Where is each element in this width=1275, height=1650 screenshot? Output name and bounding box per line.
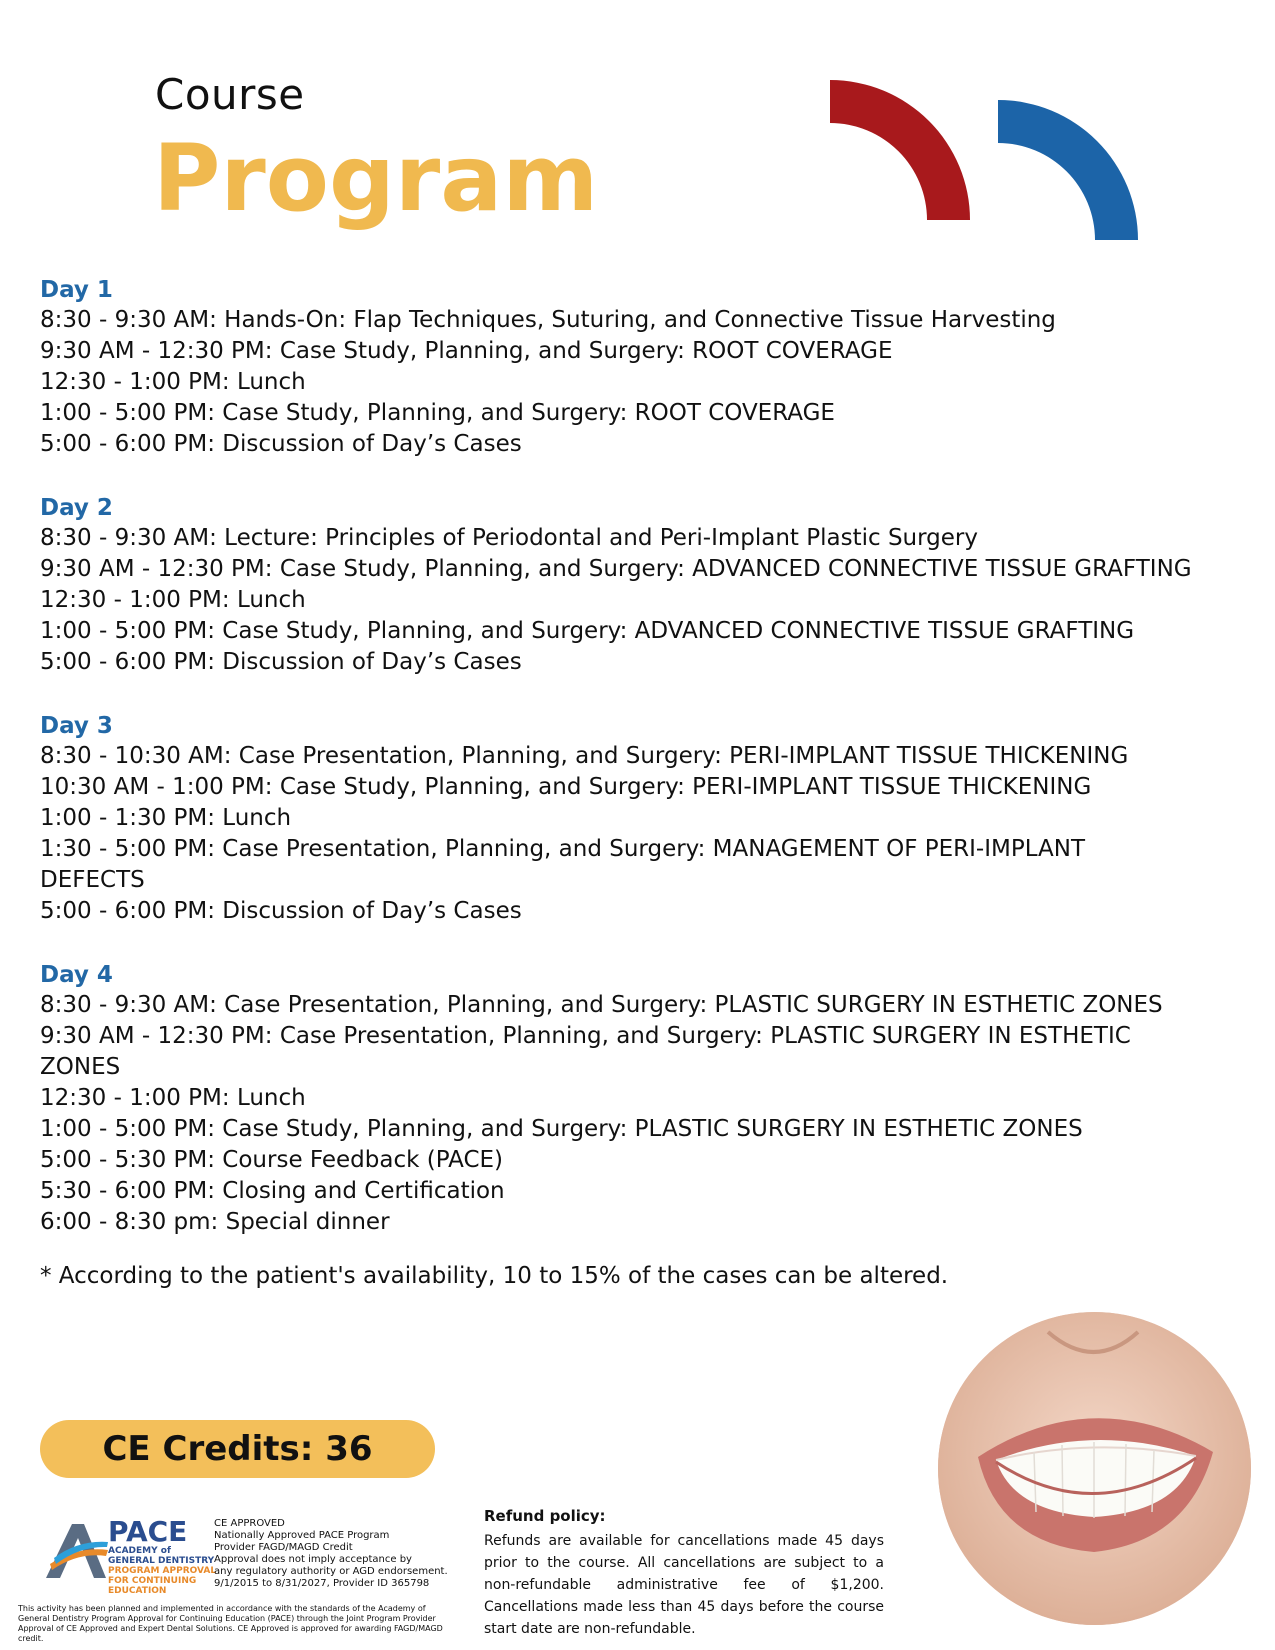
pace-sub-line: ACADEMY of [108, 1546, 171, 1556]
day-title: Day 2 [40, 495, 113, 521]
pace-details [214, 1518, 454, 1590]
schedule-line: 1:00 - 5:00 PM: Case Study, Planning, and Surgery: ADVANCED CONNECTIVE TISSUE GRAFTING [40, 618, 1135, 644]
pace-detail-line: any regulatory authority or AGD endorsement. [214, 1566, 448, 1577]
pace-detail-line: Provider FAGD/MAGD Credit [214, 1542, 353, 1553]
schedule-line: 5:30 - 6:00 PM: Closing and Certification [40, 1178, 505, 1204]
blue-arc [998, 100, 1138, 240]
schedule-line: 9:30 AM - 12:30 PM: Case Study, Planning, and Surgery: ROOT COVERAGE [40, 338, 893, 364]
schedule-line: 9:30 AM - 12:30 PM: Case Study, Planning, and Surgery: ADVANCED CONNECTIVE TISSUE GRAFTING [40, 556, 1192, 582]
schedule-line: 8:30 - 10:30 AM: Case Presentation, Planning, and Surgery: PERI-IMPLANT TISSUE THICKENING [40, 743, 1129, 769]
smile-photo [938, 1312, 1251, 1625]
schedule-line: 5:00 - 5:30 PM: Course Feedback (PACE) [40, 1147, 504, 1173]
schedule-line: 1:00 - 5:00 PM: Case Study, Planning, and Surgery: ROOT COVERAGE [40, 400, 835, 426]
pace-sub-line: EDUCATION [108, 1586, 167, 1596]
day-title: Day 4 [40, 962, 113, 988]
red-arc [830, 80, 970, 220]
day-title: Day 1 [40, 277, 113, 303]
schedule-line: 12:30 - 1:00 PM: Lunch [40, 369, 306, 395]
refund-text: Refunds are available for cancellations made 45 days prior to the course. All cancellations are subject to a non-refundable administrative fee of $1,200. Cancellations made less than 45 days before the course start date are non-refundable. [484, 1533, 884, 1637]
pace-detail-line: Nationally Approved PACE Program [214, 1530, 390, 1541]
schedule-line: 12:30 - 1:00 PM: Lunch [40, 587, 306, 613]
schedule-line: 1:30 - 5:00 PM: Case Presentation, Planning, and Surgery: MANAGEMENT OF PERI-IMPLANT [40, 836, 1086, 862]
schedule-line: 8:30 - 9:30 AM: Case Presentation, Planning, and Surgery: PLASTIC SURGERY IN ESTHETIC ZONES [40, 992, 1163, 1018]
pace-detail-line: 9/1/2015 to 8/31/2027, Provider ID 365798 [214, 1578, 430, 1589]
smile-illustration [938, 1312, 1251, 1625]
schedule-line: 8:30 - 9:30 AM: Hands-On: Flap Techniques, Suturing, and Connective Tissue Harvesting [40, 307, 1056, 333]
title-program: Program [153, 125, 599, 232]
day-block [40, 711, 1265, 927]
day-block [40, 493, 1265, 678]
schedule-line: 5:00 - 6:00 PM: Discussion of Day’s Cases [40, 898, 522, 924]
schedule [40, 275, 1265, 1292]
refund-title: Refund policy: [484, 1507, 606, 1525]
pace-sub-line: FOR CONTINUING [108, 1576, 197, 1586]
decorative-arcs [830, 80, 1170, 260]
schedule-line: 1:00 - 1:30 PM: Lunch [40, 805, 292, 831]
schedule-line: 5:00 - 6:00 PM: Discussion of Day’s Cases [40, 649, 522, 675]
schedule-line: 5:00 - 6:00 PM: Discussion of Day’s Cases [40, 431, 522, 457]
day-block [40, 275, 1265, 460]
schedule-line: 1:00 - 5:00 PM: Case Study, Planning, and Surgery: PLASTIC SURGERY IN ESTHETIC ZONES [40, 1116, 1083, 1142]
pace-badge [108, 1515, 218, 1596]
schedule-line: ZONES [40, 1054, 121, 1080]
pace-subtitle [108, 1546, 218, 1596]
refund-policy [484, 1506, 884, 1640]
schedule-line: DEFECTS [40, 867, 145, 893]
agd-logo-icon [44, 1520, 109, 1580]
schedule-line: 9:30 AM - 12:30 PM: Case Presentation, Planning, and Surgery: PLASTIC SURGERY IN ESTHETIC [40, 1023, 1131, 1049]
day-title: Day 3 [40, 713, 113, 739]
pace-logo-word: PACE [108, 1515, 188, 1548]
day-block [40, 960, 1265, 1238]
pace-sub-line: PROGRAM APPROVAL [108, 1566, 217, 1576]
pace-detail-line: CE APPROVED [214, 1518, 285, 1529]
pace-disclaimer: This activity has been planned and implemented in accordance with the standards of the Academy of General Dentistry Program Approval for Continuing Education (PACE) through the Joint Program Provider Approval of CE Approved and Expert Dental Solutions. CE Approved is approved for awarding FAGD/MAGD credit. [18, 1604, 443, 1643]
schedule-line: 8:30 - 9:30 AM: Lecture: Principles of Periodontal and Peri-Implant Plastic Surgery [40, 525, 979, 551]
schedule-line: 6:00 - 8:30 pm: Special dinner [40, 1209, 390, 1235]
availability-footnote: * According to the patient's availability, 10 to 15% of the cases can be altered. [40, 1263, 949, 1289]
title-course: Course [155, 70, 305, 119]
pace-detail-line: Approval does not imply acceptance by [214, 1554, 412, 1565]
schedule-line: 12:30 - 1:00 PM: Lunch [40, 1085, 306, 1111]
schedule-line: 10:30 AM - 1:00 PM: Case Study, Planning, and Surgery: PERI-IMPLANT TISSUE THICKENING [40, 774, 1092, 800]
pace-sub-line: GENERAL DENTISTRY [108, 1556, 215, 1566]
ce-credits-badge: CE Credits: 36 [40, 1420, 435, 1478]
